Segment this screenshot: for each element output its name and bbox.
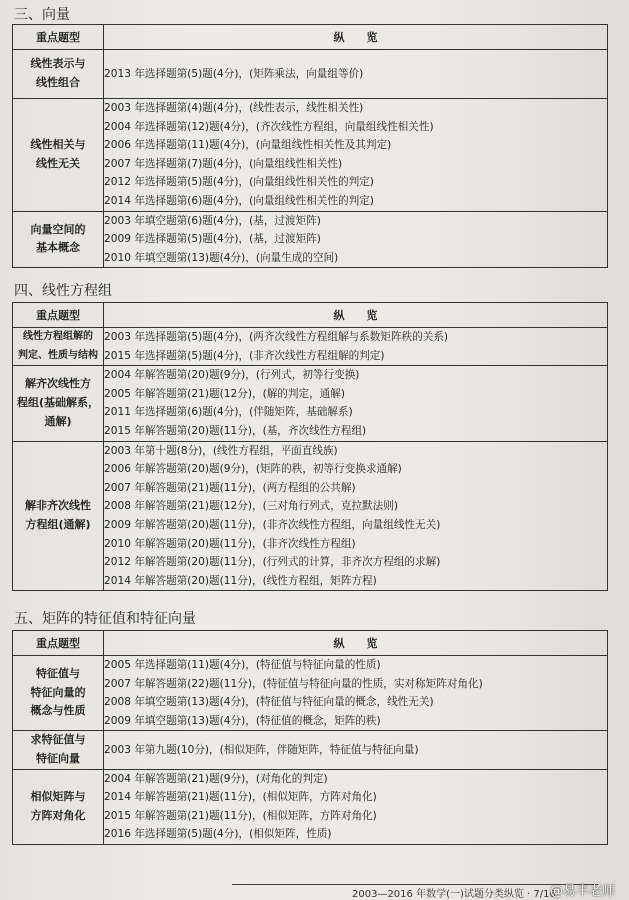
table-row xyxy=(13,366,608,441)
topic-line: 概念与性质 xyxy=(30,704,86,718)
section-title: 五、矩阵的特征值和特征向量 xyxy=(14,611,196,627)
topic-cell xyxy=(13,328,104,366)
entry: 2004 年解答题第(20)题(9分)，(行列式，初等行变换) xyxy=(104,369,360,382)
watermark: @易丰老师 xyxy=(550,884,616,899)
topic-header: 重点题型 xyxy=(13,631,104,656)
entries-cell xyxy=(104,211,608,268)
topic-cell xyxy=(13,769,104,844)
table-row xyxy=(13,441,608,591)
entry: 2003 年第十题(8分)，(线性方程组，平面直线族) xyxy=(104,444,338,457)
entry: 2012 年选择题第(5)题(4分)，(向量组线性相关性的判定) xyxy=(104,176,374,189)
entry: 2009 年填空题第(13)题(4分)，(特征值的概念，矩阵的秩) xyxy=(104,714,381,727)
topic-line: 线性相关与 xyxy=(30,138,86,152)
entry: 2009 年解答题第(20)题(11分)，(非齐次线性方程组，向量组线性无关) xyxy=(104,518,441,531)
topic-line: 线性无关 xyxy=(36,156,80,170)
table-header-row xyxy=(13,631,608,656)
topic-line: 解齐次线性方 xyxy=(25,377,91,391)
topic-line: 线性表示与 xyxy=(30,57,86,71)
entry: 2016 年选择题第(5)题(4分)，(相似矩阵，性质) xyxy=(104,828,332,841)
entry: 2015 年解答题第(21)题(11分)，(相似矩阵，方阵对角化) xyxy=(104,809,377,822)
table-row xyxy=(13,328,608,366)
topic-line: 解非齐次线性 xyxy=(25,499,91,513)
topic-header: 重点题型 xyxy=(13,303,104,328)
table-header-row xyxy=(13,303,608,328)
entry: 2003 年选择题第(4)题(4分)，(线性表示，线性相关性) xyxy=(104,102,364,114)
topic-cell xyxy=(13,731,104,769)
topic-line: 特征值与 xyxy=(36,667,80,681)
topic-line: 程组(基础解系， xyxy=(16,396,100,410)
entry: 2014 年选择题第(6)题(4分)，(向量组线性相关性的判定) xyxy=(104,194,374,207)
page-footer: 2003—2016 年数学(一)试题分类纵览 · 7/16 xyxy=(352,889,556,900)
entries-cell xyxy=(104,366,608,441)
overview-header: 纵 览 xyxy=(104,25,608,50)
entry: 2014 年解答题第(21)题(11分)，(相似矩阵，方阵对角化) xyxy=(104,791,377,804)
entry: 2003 年第九题(10分)，(相似矩阵，伴随矩阵，特征值与特征向量) xyxy=(104,743,419,756)
section-title: 四、线性方程组 xyxy=(14,283,112,299)
entry: 2013 年选择题第(5)题(4分)，(矩阵乘法，向量组等价) xyxy=(104,67,364,80)
topic-line: 判定、性质与结构 xyxy=(18,349,98,361)
topic-cell xyxy=(13,366,104,441)
topic-line: 方程组(通解) xyxy=(25,517,91,531)
entries-cell xyxy=(104,50,608,99)
entries-cell xyxy=(104,328,608,366)
entry: 2015 年解答题第(20)题(11分)，(基，齐次线性方程组) xyxy=(104,424,367,437)
entries-cell xyxy=(104,441,608,591)
topic-line: 方阵对角化 xyxy=(30,808,86,822)
entry: 2010 年解答题第(20)题(11分)，(非齐次线性方程组) xyxy=(104,537,356,550)
topic-line: 线性方程组解的 xyxy=(23,331,93,342)
entry: 2015 年选择题第(5)题(4分)，(非齐次线性方程组解的判定) xyxy=(104,349,385,362)
entry: 2008 年填空题第(13)题(4分)，(特征值与特征向量的概念，线性无关) xyxy=(104,696,434,709)
entries-cell xyxy=(104,769,608,844)
topic-line: 相似矩阵与 xyxy=(30,790,86,804)
topic-cell xyxy=(13,441,104,591)
entry: 2009 年选择题第(5)题(4分)，(基，过渡矩阵) xyxy=(104,233,321,246)
entry: 2003 年填空题第(6)题(4分)，(基，过渡矩阵) xyxy=(104,214,321,227)
topic-cell xyxy=(13,50,104,99)
section-table xyxy=(12,302,608,591)
entry: 2011 年选择题第(6)题(4分)，(伴随矩阵，基础解系) xyxy=(104,406,353,419)
entry: 2006 年解答题第(20)题(9分)，(矩阵的秩，初等行变换求通解) xyxy=(104,463,402,476)
section-table xyxy=(12,24,608,268)
topic-line: 基本概念 xyxy=(36,241,80,255)
topic-line: 线性组合 xyxy=(36,76,80,89)
entry: 2005 年选择题第(11)题(4分)，(特征值与特征向量的性质) xyxy=(104,659,381,671)
section-title: 三、向量 xyxy=(14,7,70,23)
entry: 2004 年选择题第(12)题(4分)，(齐次线性方程组，向量组线性相关性) xyxy=(104,120,434,133)
entries-cell xyxy=(104,656,608,731)
entry: 2010 年填空题第(13)题(4分)，(向量生成的空间) xyxy=(104,251,339,264)
entry: 2014 年解答题第(20)题(11分)，(线性方程组，矩阵方程) xyxy=(104,574,377,587)
entry: 2004 年解答题第(21)题(9分)，(对角化的判定) xyxy=(104,772,328,785)
entry: 2008 年解答题第(21)题(12分)，(三对角行列式，克拉默法则) xyxy=(104,500,398,513)
entries-cell xyxy=(104,731,608,769)
table-row xyxy=(13,769,608,844)
overview-header: 纵 览 xyxy=(104,631,608,656)
entries-cell xyxy=(104,99,608,212)
entry: 2006 年选择题第(11)题(4分)，(向量组线性相关性及其判定) xyxy=(104,139,392,152)
table-row xyxy=(13,99,608,212)
topic-cell xyxy=(13,656,104,731)
topic-header: 重点题型 xyxy=(13,25,104,50)
table-row xyxy=(13,50,608,99)
entry: 2007 年解答题第(22)题(11分)，(特征值与特征向量的性质，实对称矩阵对角化) xyxy=(104,677,483,690)
entry: 2003 年选择题第(5)题(4分)，(两齐次线性方程组解与系数矩阵秩的关系) xyxy=(104,331,449,343)
topic-line: 通解) xyxy=(44,414,72,428)
table-row xyxy=(13,211,608,268)
table-header-row xyxy=(13,25,608,50)
table-row xyxy=(13,656,608,731)
entry: 2007 年解答题第(21)题(11分)，(两方程组的公共解) xyxy=(104,481,356,494)
table-row xyxy=(13,731,608,769)
topic-line: 求特征值与 xyxy=(30,733,86,747)
section-table xyxy=(12,630,608,845)
topic-line: 向量空间的 xyxy=(30,222,86,236)
topic-line: 特征向量的 xyxy=(30,685,86,699)
topic-cell xyxy=(13,99,104,212)
topic-cell xyxy=(13,211,104,268)
entry: 2012 年解答题第(20)题(11分)，(行列式的计算，非齐次方程组的求解) xyxy=(104,556,441,569)
entry: 2005 年解答题第(21)题(12分)，(解的判定，通解) xyxy=(104,387,345,400)
entry: 2007 年选择题第(7)题(4分)，(向量组线性相关性) xyxy=(104,157,343,170)
topic-line: 特征向量 xyxy=(36,751,80,765)
overview-header: 纵 览 xyxy=(104,303,608,328)
